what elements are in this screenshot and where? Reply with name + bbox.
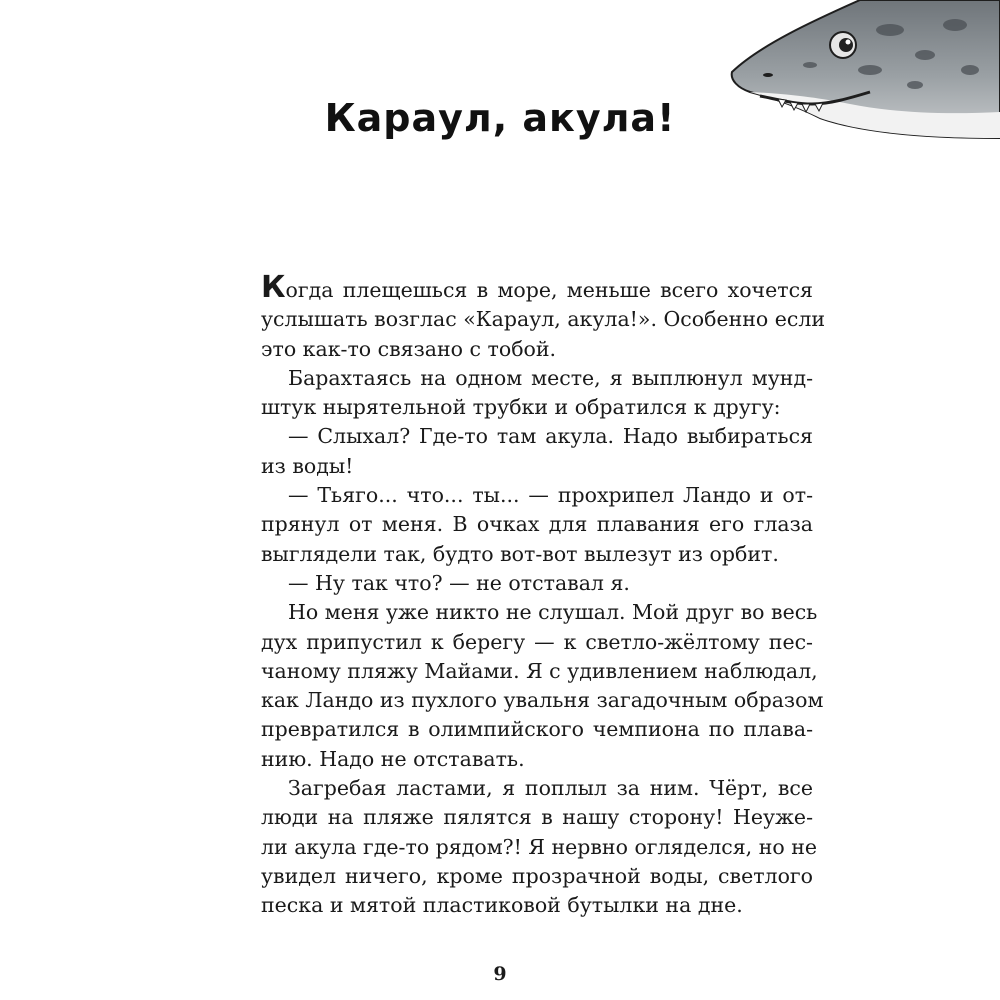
page-number: 9 xyxy=(493,963,507,985)
text-line xyxy=(261,510,813,539)
chapter-body-text xyxy=(261,270,826,921)
text-line xyxy=(261,364,813,393)
text-line-content: услышать возглас «Караул, акула!». Особенно если xyxy=(261,307,826,332)
text-line xyxy=(261,686,824,715)
text-line xyxy=(261,305,826,334)
text-line xyxy=(261,540,813,569)
text-line xyxy=(261,745,813,774)
text-line-content: увидел ничего, кроме прозрачной воды, светлого xyxy=(261,863,813,888)
chapter-title: Караул, акула! xyxy=(324,96,676,140)
text-line xyxy=(261,393,813,422)
text-line xyxy=(261,774,813,803)
text-line xyxy=(261,862,813,891)
drop-cap: К xyxy=(261,270,286,305)
text-line-content: огда плещешься в море, меньше всего хочется xyxy=(285,278,813,302)
text-line-content: дух припустил к берегу — к светло-жёлтому пес- xyxy=(261,629,813,654)
text-line-content: ли акула где-то рядом?! Я нервно огляделся, но не xyxy=(261,834,818,859)
text-line-content: Но меня уже никто не слушал. Мой друг во весь xyxy=(288,600,818,625)
text-line xyxy=(261,452,813,481)
text-line xyxy=(261,803,813,832)
text-line xyxy=(261,569,813,598)
text-line-content: — Слыхал? Где-то там акула. Надо выбираться xyxy=(288,424,813,449)
text-line-content: прянул от меня. В очках для плавания его глаза xyxy=(261,512,813,537)
text-line-content: из воды! xyxy=(261,453,354,478)
text-line-content: — Ну так что? — не отставал я. xyxy=(288,570,630,595)
text-line xyxy=(261,628,813,657)
text-line xyxy=(261,335,813,364)
text-line xyxy=(261,270,813,305)
text-line xyxy=(261,715,813,744)
text-line-content: песка и мятой пластиковой бутылки на дне. xyxy=(261,893,743,918)
text-line-content: превратился в олимпийского чемпиона по плава- xyxy=(261,717,813,742)
text-line-content: — Тьяго... что... ты... — прохрипел Ландо и от- xyxy=(288,483,813,508)
text-line-content: чаному пляжу Майами. Я с удивлением наблюдал, xyxy=(261,658,818,683)
text-line-content: штук нырятельной трубки и обратился к другу: xyxy=(261,395,781,420)
text-line-content: Барахтаясь на одном месте, я выплюнул мунд- xyxy=(288,365,813,390)
text-line xyxy=(261,422,813,451)
shark-head-illustration xyxy=(720,0,1000,140)
text-line-content: как Ландо из пухлого увальня загадочным образом xyxy=(261,688,824,713)
text-line-content: люди на пляже пялятся в нашу сторону! Неужe- xyxy=(261,805,813,830)
text-line xyxy=(261,833,818,862)
text-line-content: выглядели так, будто вот-вот вылезут из орбит. xyxy=(261,541,779,566)
text-line xyxy=(261,481,813,510)
text-line-content: нию. Надо не отставать. xyxy=(261,746,525,771)
text-line-content: это как-то связано с тобой. xyxy=(261,336,557,361)
text-line xyxy=(261,598,818,627)
text-line xyxy=(261,657,818,686)
text-line xyxy=(261,891,813,920)
text-line-content: Загребая ластами, я поплыл за ним. Чёрт, все xyxy=(288,776,813,801)
